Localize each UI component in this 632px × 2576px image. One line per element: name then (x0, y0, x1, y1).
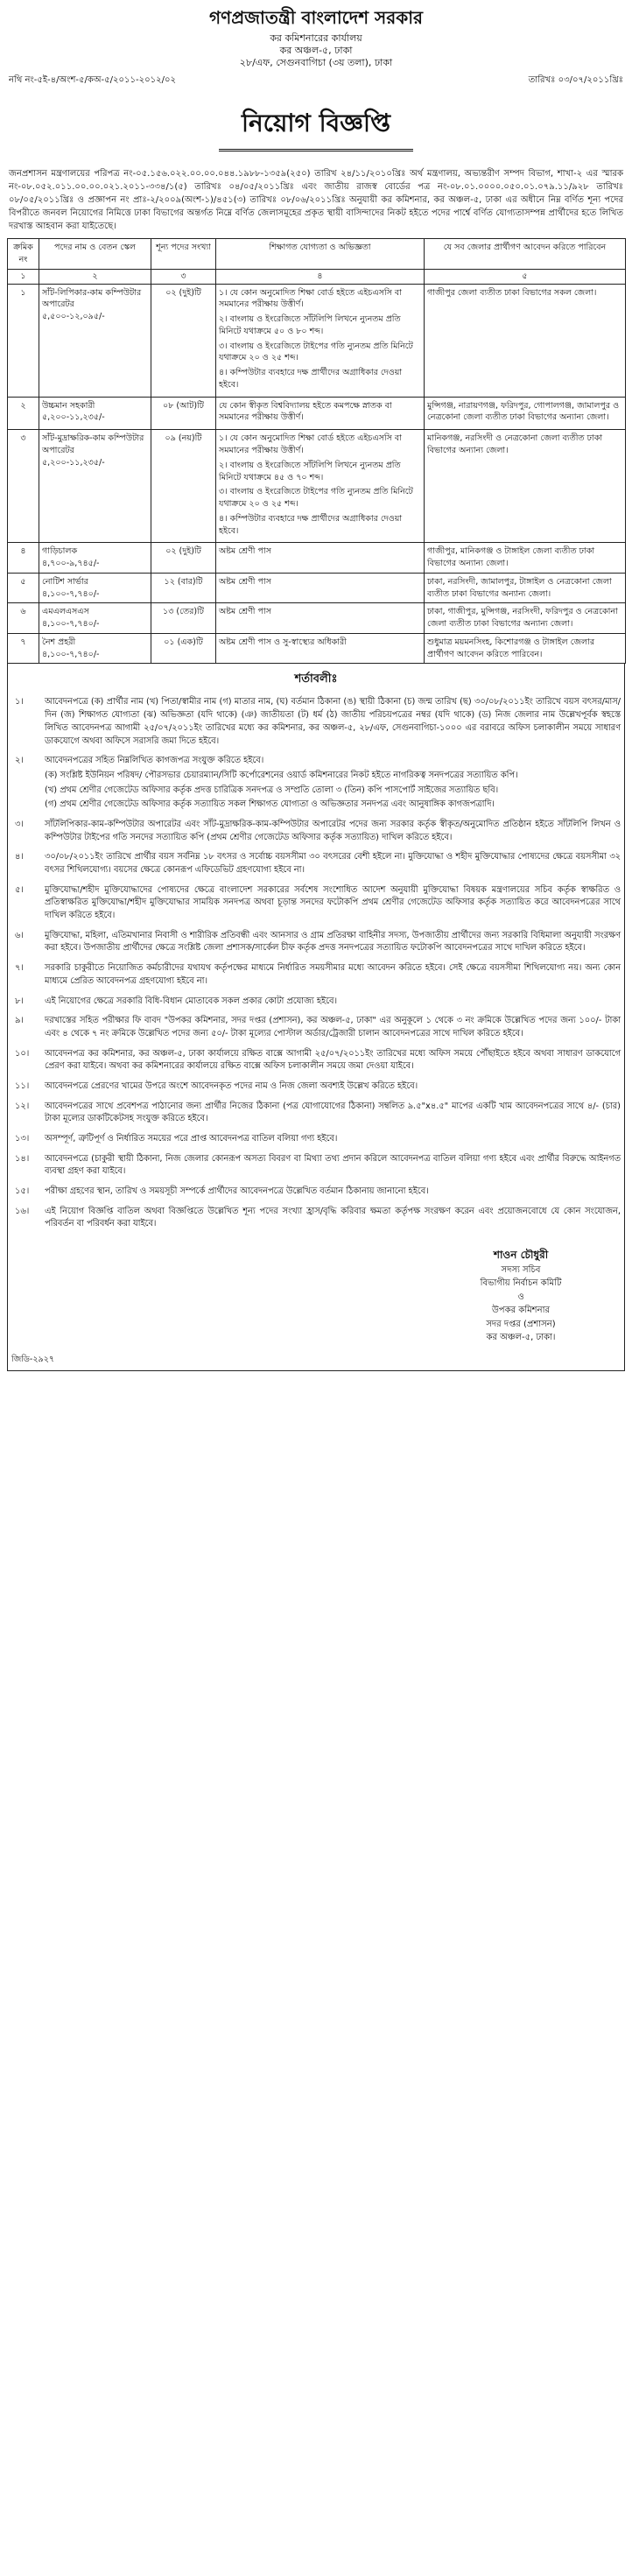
signatory-committee: বিভাগীয় নির্বাচন কমিটি (480, 1278, 562, 1289)
signature-block (425, 1247, 617, 1345)
qualification-list (219, 606, 421, 618)
cell-qualification (216, 397, 425, 430)
cell-post (39, 430, 151, 543)
qualification-list (219, 576, 421, 588)
condition-number: ১১। (15, 1080, 30, 1091)
signatory-designation: সদস্য সচিব (501, 1264, 541, 1275)
condition-text: মুক্তিযোদ্ধা, মহিলা, এতিমখানার নিবাসী ও শারীরিক প্রতিবন্ধী এবং আনসার ও গ্রাম প্রতিরক্ষা বাহিনীর সদস্য, উপজাতীয় প্রার্থীদের জন্য সরকারি বিধিমালা অনুযায়ী সংরক্ষণ করা হইবে। উপজাতীয় প্রার্থীদের ক্ষেত্রে সংশ্লিষ্ট জেলা প্রশাসক/সার্কেল চীফ কর্তৃক প্রদত্ত সনদপত্রের সত্যায়িত ফটোকপি আবেদনপত্রের সাথে দাখিল করিতে হইবে। (45, 930, 621, 954)
conditions-section (7, 664, 625, 1370)
cell-vacancy: ০৯ (নয়)টি (151, 430, 216, 543)
pay-scale: ৫,২০০-১১,২৩৫/- (42, 457, 105, 468)
cell-sl: ২ (8, 397, 39, 430)
condition-subitem: (ক) সংশ্লিষ্ট ইউনিয়ন পরিষদ/ পৌরসভার চেয়ারম্যান/সিটি কর্পোরেশনের ওয়ার্ড কমিশনারের নিকট হইতে নাগরিকত্ব সনদপত্রের সত্যায়িত কপি। (45, 770, 518, 780)
cell-qualification (216, 284, 425, 397)
condition-subitem: (গ) প্রথম শ্রেণীর গেজেটেড অফিসার কর্তৃক সত্যায়িত সকল শিক্ষাগত যোগ্যতা ও অভিজ্ঞতার সনদপত্র এবং আনুষাঙ্গিক কাগজপত্রাদি। (45, 799, 495, 810)
vacancy-table (7, 238, 626, 664)
condition-number: ১০। (15, 1048, 30, 1059)
post-name: উচ্চমান সহকারী (42, 400, 95, 411)
condition-text: ৩০/০৮/২০১১ইং তারিখে প্রার্থীর বয়স সর্বনিম্ন ১৮ বৎসর ও সর্বোচ্চ বয়সসীমা ৩০ বৎসরের বেশী হইলে না। মুক্তিযোদ্ধা ও শহীদ মুক্তিযোদ্ধার পোষ্যদের ক্ষেত্রে বয়সসীমা ৩২ বৎসর শিথিলযোগ্য। বয়সের ক্ষেত্রে কোনরূপ এফিডেভিট গ্রহণযোগ্য হইবে না। (45, 852, 621, 876)
cell-qualification (216, 573, 425, 603)
office-name: কর কমিশনারের কার্যালয় (270, 32, 362, 44)
reference-row (9, 74, 623, 88)
cell-post (39, 284, 151, 397)
cell-sl: ১ (8, 284, 39, 397)
cell-sl: ৭ (8, 633, 39, 664)
condition-body (45, 819, 621, 844)
condition-item (11, 930, 621, 955)
qualification-item: অষ্টম শ্রেণী পাস (219, 546, 271, 557)
qualification-list (219, 545, 421, 558)
condition-text: আবেদনপত্রে প্রেরণের খামের উপরে অংশে আবেদনকৃত পদের নাম ও নিজ জেলা অবশ্যই উল্লেখ করিতে হইবে। (45, 1080, 418, 1091)
qualification-item: অষ্টম শ্রেণী পাস (219, 576, 271, 587)
cell-qualification (216, 603, 425, 634)
pay-scale: ৪,১০০-৭,৭৪০/- (42, 588, 100, 599)
cell-sl: ৫ (8, 573, 39, 603)
condition-number: ১। (15, 697, 24, 707)
qualification-item: ২। বাংলায় ও ইংরেজিতে সাঁটলিপি লিখনে ন্যুনতম প্রতি মিনিটে যথাক্রমে ৪৫ ও ৭০ শব্দ। (219, 460, 401, 482)
cell-post (39, 543, 151, 574)
cell-vacancy: ১২ (বার)টি (151, 573, 216, 603)
condition-subitem: (খ) প্রথম শ্রেণীর গেজেটেড অফিসার কর্তৃক প্রদত্ত চারিত্রিক সনদপত্র ও সম্প্রতি তোলা ৩ (তিন) কপি পাসপোর্ট সাইজের সত্যায়িত ছবি। (45, 785, 499, 795)
condition-number: ১২। (15, 1101, 30, 1111)
intro-paragraph: জনপ্রশাসন মন্ত্রণালয়ের পরিপত্র নং-০৫.১৫৬.০২২.০০.০০.০৪৪.১৯৮৮-১৩৫৯(২৫০) তারিখ ২৪/১১/২০১০খ্রিঃ অর্থ মন্ত্রণালয়, অভ্যন্তরীণ সম্পদ বিভাগ, শাখা-২ এর স্মারক নং-০৮.০৫২.০১১.০০.০০.০২১.২০১১-৩৩৪/১(৫) তারিখঃ ০৪/০৫/২০১১খ্রিঃ এবং জাতীয় রাজস্ব বোর্ডের পত্র নং-০৮.০১.০০০০.০৫০.০১.০৭৯.১১/৯২৮ তারিখঃ ০৮/০৫/২০১১খ্রিঃ ও প্রজ্ঞাপন নং প্রাঃ-২/২০০৯(অংশ-১)/৪৫১(৩) তারিখঃ ০৮/০৬/২০১১খ্রিঃ অনুযায়ী কর কমিশনার, কর অঞ্চল-৫, ঢাকা এর অধীনে নিম্ন বর্ণিত শূন্য পদের বিপরীতে জনবল নিয়োগের নিমিত্তে ঢাকা বিভাগের অন্তর্গত নিম্নে বর্ণিত জেলাসমূহের প্রকৃত স্থায়ী বাসিন্দাদের নিকট হইতে পদের পার্শ্বে বর্ণিত যোগ্যতাসম্পন্ন প্রার্থীদের হতে লিখিত দরখাস্ত আহবান করা যাইতেছে। (9, 169, 623, 232)
cell-sl: ৬ (8, 603, 39, 634)
post-name: নৈশ প্রহরী (42, 637, 76, 647)
pay-scale: ৫,২০০-১১,২৩৫/- (42, 412, 105, 423)
condition-text: এই নিয়োগ বিজ্ঞপ্তি বাতিল অথবা বিজ্ঞপ্তিতে উল্লেখিত শূন্য পদের সংখ্যা হ্রাস/বৃদ্ধি করিবার ক্ষমতা কর্তৃপক্ষ সংরক্ষণ করেন এবং প্রয়োজনবোধে যে কোন সংযোজন, পরিবর্তন বা পরিবর্ধন করা যাইবে। (45, 1206, 621, 1229)
qualification-item: অষ্টম শ্রেণী পাস ও সু-স্বাস্থ্যের অধিকারী (219, 637, 347, 647)
zone-name: কর অঞ্চল-৫, ঢাকা (279, 44, 353, 56)
cell-sl: ৩ (8, 430, 39, 543)
condition-item (11, 819, 621, 844)
condition-number: ৭। (15, 963, 24, 974)
signatory-role: উপকর কমিশনার (492, 1306, 550, 1316)
table-row (8, 633, 626, 664)
condition-number: ১৩। (15, 1134, 30, 1144)
condition-number: ২। (15, 756, 24, 766)
condition-body (45, 1048, 621, 1073)
table-row (8, 284, 626, 397)
condition-number: ৬। (15, 930, 24, 940)
qualification-list (219, 637, 421, 649)
table-row (8, 603, 626, 634)
cell-vacancy: ০১ (এক)টি (151, 633, 216, 664)
vacancy-table-body (8, 284, 626, 664)
condition-text: আবেদনপত্রে (চাকুরী স্থায়ী ঠিকানা, নিজ জেলার কোনরূপ অসত্য বিবরণ বা মিথ্যা তথ্য প্রদান করিলে আবেদনপত্র বাতিল বলিয়া গণ্য হইবে এবং প্রার্থীর বিরুদ্ধে আইনগত ব্যবস্থা গ্রহণ করা যাইবে। (45, 1153, 621, 1177)
cell-qualification (216, 543, 425, 574)
col-number: ৫ (425, 269, 626, 284)
notice-title-box (7, 101, 625, 151)
pay-scale: ৪,৭০০-৯,৭৪৫/- (42, 559, 100, 569)
col-number: ৪ (216, 269, 425, 284)
office-address: ২৮/এফ, সেগুনবাগিচা (৩য় তলা), ঢাকা (239, 56, 393, 68)
table-row (8, 397, 626, 430)
notice-title: নিয়োগ বিজ্ঞপ্তি (219, 101, 413, 151)
col-header-sl: ক্রমিক নং (8, 239, 39, 270)
condition-text: এই নিয়োগের ক্ষেত্রে সরকারি বিধি-বিধান মোতাবেক সকল প্রকার কোটা প্রযোজ্য হইবে। (45, 996, 337, 1006)
condition-body (45, 755, 621, 812)
cell-district: গাজীপুর, মানিকগঞ্জ ও টাঙ্গাইল জেলা ব্যতীত ঢাকা বিভাগের অন্যান্য জেলা। (425, 543, 626, 574)
cell-district: ঢাকা, গাজীপুর, মুন্সিগঞ্জ, নরসিংদী, ফরিদপুর ও নেত্রকোনা জেলা ব্যতীত ঢাকা বিভাগের অন্যান্য জেলা। (425, 603, 626, 634)
qualification-item: যে কোন স্বীকৃত বিশ্ববিদ্যালয় হইতে কমপক্ষে স্নাতক বা সমমানের পরীক্ষায় উত্তীর্ণ। (219, 400, 392, 423)
condition-text: দরখাস্তের সহিত পরীক্ষার ফি বাবদ "উপকর কমিশনার, সদর দপ্তর (প্রশাসন), কর অঞ্চল-৫, ঢাকা" এর অনুকূলে ১ থেকে ৩ নং ক্রমিকে উল্লেখিত পদের জন্য ১০০/- টাকা এবং ৪ থেকে ৭ নং ক্রমিকে উল্লেখিত পদের জন্য ৫০/- টাকা মূল্যের পোস্টাল অর্ডার/ট্রেজারী চালান আবেদনপত্রের সাথে দাখিল করিতে হইবে। (45, 1016, 621, 1038)
signatory-zone: কর অঞ্চল-৫, ঢাকা। (486, 1333, 556, 1343)
condition-body (45, 884, 621, 923)
condition-number: ৫। (15, 884, 24, 895)
condition-number: ১৫। (15, 1186, 30, 1197)
post-name: সাঁট-লিপিকার-কাম কম্পিউটার অপারেটর (42, 287, 142, 310)
condition-number: ৮। (15, 996, 24, 1006)
qualification-item: ৩। বাংলায় ও ইংরেজিতে টাইপের গতি ন্যুনতম প্রতি মিনিটে যথাক্রমে ২০ ও ২৫ শব্দ। (219, 341, 413, 363)
qualification-list (219, 433, 421, 537)
condition-item (11, 1186, 621, 1199)
qualification-item: ৪। কম্পিউটার ব্যবহারে দক্ষ প্রার্থীদের অগ্রাধিকার দেওয়া হইবে। (219, 368, 403, 390)
condition-body (45, 1186, 621, 1199)
condition-text: সরকারি চাকুরীতে নিয়োজিত কর্মচারীদের যথাযথ কর্তৃপক্ষের মাধ্যমে নির্ধারিত সময়সীমার মধ্যে আবেদন করিতে হইবে। সেই ক্ষেত্রে বয়সসীমা শিথিলযোগ্য নয়। অন্য কোন মাধ্যমে প্রেরিত আবেদনপত্র গ্রহণযোগ্য হইবে না। (45, 963, 621, 986)
condition-body (45, 930, 621, 955)
col-number: ১ (8, 269, 39, 284)
condition-body (45, 851, 621, 876)
condition-item (11, 1048, 621, 1073)
signatory-office: সদর দপ্তর (প্রশাসন) (486, 1319, 556, 1329)
cell-district: মানিকগঞ্জ, নরসিংদী ও নেত্রকোনা জেলা ব্যতীত ঢাকা বিভাগের অন্যান্য জেলা। (425, 430, 626, 543)
table-header-row (8, 239, 626, 270)
condition-text: সাঁটলিপিকার-কাম-কম্পিউটার অপারেটর এবং সাঁট-মুদ্রাক্ষরিক-কাম-কম্পিউটার অপারেটর পদের জন্য সরকার কর্তৃক স্বীকৃত/অনুমোদিত প্রতিষ্ঠান হইতে সাঁটলিপি লিখন ও কম্পিউটার টাইপের গতি সনদের সত্যায়িত কপি (প্রথম শ্রেণীর গেজেটেড অফিসার কর্তৃক সত্যায়িত) দাখিল করিতে হইবে। (45, 819, 621, 842)
gd-code: জিডি-২৯২৭ (11, 1354, 55, 1364)
condition-item (11, 1080, 621, 1094)
condition-number: ১৬। (15, 1206, 30, 1216)
post-name: নোটিশ সার্ভার (42, 576, 88, 587)
letterhead (7, 7, 625, 68)
qualification-item: ৩। বাংলায় ও ইংরেজিতে টাইপের গতি ন্যুনতম প্রতি মিনিটে যথাক্রমে ২০ ও ২৫ শব্দ। (219, 487, 413, 510)
condition-body (45, 1153, 621, 1179)
condition-item (11, 962, 621, 988)
cell-post (39, 633, 151, 664)
cell-vacancy: ০২ (দুই)টি (151, 543, 216, 574)
cell-qualification (216, 430, 425, 543)
col-number: ২ (39, 269, 151, 284)
conditions-title: শর্তাবলীঃ (294, 672, 338, 686)
condition-number: ৩। (15, 819, 24, 829)
qualification-item: ৪। কম্পিউটার ব্যবহারে দক্ষ প্রার্থীদের অগ্রাধিকার দেওয়া হইবে। (219, 513, 403, 536)
post-name: সাঁট-মুদ্রাক্ষরিক-কাম কম্পিউটার অপারেটর (42, 433, 144, 455)
post-name: গাড়িচালক (42, 546, 78, 557)
cell-vacancy: ১৩ (তের)টি (151, 603, 216, 634)
condition-text: আবেদনপত্রে (ক) প্রার্থীর নাম (খ) পিতা/স্বামীর নাম (গ) মাতার নাম, (ঘ) বর্তমান ঠিকানা (ঙ) স্থায়ী ঠিকানা (চ) জন্ম তারিখ (ছ) ৩০/০৮/২০১১ইং তারিখে বয়স বৎসর/মাস/দিন (জ) শিক্ষাগত যোগ্যতা (ঝ) অভিজ্ঞতা (যদি থাকে) (ঞ) জাতীয়তা (ট) ধর্ম (ঠ) জাতীয় পরিচয়পত্রের নম্বর (যদি থাকে) (ড) নিজ জেলার নাম উল্লেখপূর্বক স্বহস্তে লিখিত আবেদনপত্র আগামী ২৫/০৭/২০১১ইং তারিখের মধ্যে কর কমিশনার, কর অঞ্চল-৫, ২৮/এফ, সেগুনবাগিচা-১০০০ এর বরাবরে অফিস চলাকালীন সময়ে সাধারণ ডাকযোগে অথবা অফিসে সরাসরি জমা দিতে হইবে। (45, 697, 621, 746)
government-name: গণপ্রজাতন্ত্রী বাংলাদেশ সরকার (209, 7, 423, 28)
pay-scale: ৪,১০০-৭,৭৪০/- (42, 619, 100, 630)
condition-text: অসম্পূর্ণ, ত্রুটিপূর্ণ ও নির্ধারিত সময়ের পরে প্রাপ্ত আবেদনপত্র বাতিল বলিয়া গণ্য হইবে। (45, 1134, 338, 1144)
condition-body (45, 996, 621, 1009)
condition-text: পরীক্ষা গ্রহণের স্থান, তারিখ ও সময়সূচী সম্পর্কে প্রার্থীদের আবেদনপত্রে উল্লেখিত বর্তমান ঠিকানায় জানানো হইবে। (45, 1186, 429, 1197)
qualification-item: ১। যে কোন অনুমোদিত শিক্ষা বোর্ড হইতে এইচএসসি বা সমমানের পরীক্ষায় উত্তীর্ণ। (219, 433, 402, 455)
qualification-item: অষ্টম শ্রেণী পাস (219, 607, 271, 617)
cell-post (39, 397, 151, 430)
condition-item (11, 884, 621, 923)
table-row (8, 543, 626, 574)
col-header-qualification: শিক্ষাগত যোগ্যতা ও অভিজ্ঞতা (216, 239, 425, 270)
condition-text: আবেদনপত্র কর কমিশনার, কর অঞ্চল-৫, ঢাকা কার্যালয়ে রক্ষিত বাক্সে আগামী ২৫/০৭/২০১১ইং তারিখের মধ্যে অফিস সময়ে পৌঁছাইতে হইবে অথবা সাধারণ ডাকযোগে প্রেরণ করা যাইবে। অথবা কর কমিশনারের কার্যালয়ে রক্ষিত বাক্সে অফিস চলাকালীন সময়ে জমা দেওয়া যাইবে। (45, 1048, 621, 1072)
col-header-post: পদের নাম ও বেতন স্কেল (39, 239, 151, 270)
cell-sl: ৪ (8, 543, 39, 574)
condition-item (11, 851, 621, 876)
notice-date: তারিখঃ ০৩/০৭/২০১১খ্রিঃ (528, 75, 623, 86)
cell-district: গাজীপুর জেলা ব্যতীত ঢাকা বিভাগের সকল জেলা। (425, 284, 626, 397)
cell-district: শুধুমাত্র ময়মনসিংহ, কিশোরগঞ্জ ও টাঙ্গাইল জেলার প্রার্থীগণ আবেদন করিতে পারিবেন। (425, 633, 626, 664)
condition-body (45, 1206, 621, 1231)
qualification-item: ১। যে কোন অনুমোদিত শিক্ষা বোর্ড হইতে এইচএসসি বা সমমানের পরীক্ষায় উত্তীর্ণ। (219, 287, 402, 310)
col-header-district: যে সব জেলার প্রার্থীগণ আবেদন করিতে পারিবেন (425, 239, 626, 270)
table-column-number-row (8, 269, 626, 284)
condition-body (45, 696, 621, 748)
cell-district: ঢাকা, নরসিংদী, জামালপুর, টাঙ্গাইল ও নেত্রকোনা জেলা ব্যতীত ঢাকা বিভাগের অন্যান্য জেলা। (425, 573, 626, 603)
condition-number: ১৪। (15, 1153, 30, 1164)
col-header-vacancy: শূন্য পদের সংখ্যা (151, 239, 216, 270)
condition-body (45, 1101, 621, 1126)
signatory-and: ও (517, 1292, 524, 1302)
condition-item (11, 1206, 621, 1231)
cell-vacancy: ০২ (দুই)টি (151, 284, 216, 397)
condition-body (45, 1015, 621, 1040)
col-number: ৩ (151, 269, 216, 284)
qualification-list (219, 400, 421, 425)
conditions-list (11, 696, 621, 1231)
cell-district: মুন্সিগঞ্জ, নারায়ণগঞ্জ, ফরিদপুর, গোপালগঞ্জ, জামালপুর ও নেত্রকোনা জেলা ব্যতীত ঢাকা বিভাগের অন্যান্য জেলা। (425, 397, 626, 430)
qualification-item: ২। বাংলায় ও ইংরেজিতে সাঁটলিপি লিখনে ন্যুনতম প্রতি মিনিটে যথাক্রমে ৫০ ও ৮০ শব্দ। (219, 314, 401, 336)
condition-body (45, 1133, 621, 1146)
condition-body (45, 1080, 621, 1094)
signatory-name: শাওন চৌধুরী (493, 1249, 549, 1262)
post-name: এমএলএসএস (42, 607, 89, 617)
condition-item (11, 755, 621, 812)
condition-body (45, 962, 621, 988)
cell-qualification (216, 633, 425, 664)
condition-number: ৪। (15, 852, 24, 862)
condition-item (11, 1133, 621, 1146)
cell-vacancy: ০৮ (আট)টি (151, 397, 216, 430)
condition-number: ৯। (15, 1016, 24, 1026)
condition-text: মুক্তিযোদ্ধা/শহীদ মুক্তিযোদ্ধাদের পোষ্যদের ক্ষেত্রে বাংলাদেশ সরকারের সর্বশেষ সংশোধিত আদেশ অনুযায়ী মুক্তিযোদ্ধা বিষয়ক মন্ত্রণালয়ের সচিব কর্তৃক স্বাক্ষরিত ও প্রতিস্বাক্ষরিত মুক্তিযোদ্ধা/শহীদ মুক্তিযোদ্ধার সাময়িক সনদপত্র অথবা চূড়ান্ত সনদের ফটোকপি প্রথম শ্রেণীর গেজেটেড অফিসার কর্তৃক সত্যায়িত করে আবেদনপত্রের সাথে দাখিল করিতে হইবে। (45, 884, 621, 921)
table-row (8, 573, 626, 603)
condition-text: আবেদনপত্রের সাথে প্রবেশপত্র পাঠানোর জন্য প্রার্থীর নিজের ঠিকানা (পত্র যোগাযোগের ঠিকানা) সম্বলিত ৯.৫"x৪.৫" মাপের একটি খাম আবেদনপত্রের সাথে ৪/- (চার) টাকা মূল্যের ডাকটিকেটসহ সংযুক্ত করিতে হইবে। (45, 1101, 621, 1124)
pay-scale: ৪,১০০-৭,৭৪০/- (42, 649, 100, 659)
table-row (8, 430, 626, 543)
memo-number: নথি নং-৫ই-৪/অংশ-৫/কঅ-৫/২০১১-২০১২/০২ (9, 75, 176, 86)
cell-post (39, 573, 151, 603)
condition-item (11, 996, 621, 1009)
condition-item (11, 1101, 621, 1126)
cell-post (39, 603, 151, 634)
qualification-list (219, 287, 421, 391)
condition-item (11, 696, 621, 748)
condition-item (11, 1015, 621, 1040)
pay-scale: ৫,৫০০-১২,০৯৫/- (42, 312, 105, 322)
condition-text: আবেদনপত্রের সহিত নিম্নলিখিত কাগজপত্র সংযুক্ত করিতে হইবে। (45, 756, 264, 766)
condition-item (11, 1153, 621, 1179)
notice-page (7, 0, 625, 1371)
